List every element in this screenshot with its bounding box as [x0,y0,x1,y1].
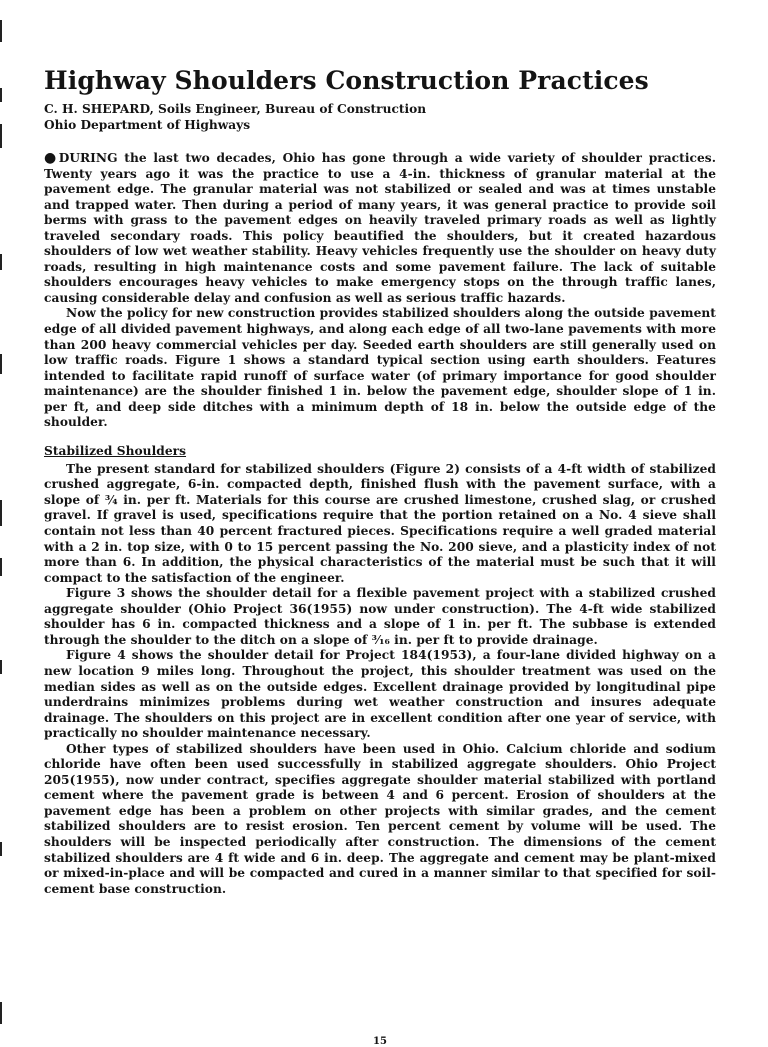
author-line: C. H. SHEPARD, Soils Engineer, Bureau of Construction [44,102,427,116]
article-title: Highway Shoulders Construction Practices [44,66,649,95]
section-paragraph: Figure 3 shows the shoulder detail for a flexible pavement project with a stabilized crushed aggregate shoulder (Ohio Project 36(1955) now under construction). The 4-ft wide stabilized shoulder has 6 in. compacted thickness and a slope of 1 in. per ft. The subbase is extended through the shoulder to the ditch on a slope of ³⁄₁₆ in. per ft to provide drainage. [44,586,716,647]
article-body [44,151,716,897]
page-number: 15 [373,1036,387,1047]
intro-text: DURING the last two decades, Ohio has gone through a wide variety of shoulder practices. Twenty years ago it was the practice to use a 4-in. thickness of granular material at the pavement edge. The granular material was not stabilized or sealed and was at times unstable and trapped water. Then during a period of many years, it was general practice to provide soil berms with grass to the pavement edges on heavily traveled primary roads as well as lightly traveled secondary roads. This policy beautified the shoulders, but it created hazardous shoulders of low wet weather stability. Heavy vehicles frequently use the shoulder on heavy duty roads, resulting in high maintenance costs and some pavement failure. The lack of suitable shoulders encourages heavy vehicles to make emergency stops on the through traffic lanes, causing considerable delay and confusion as well as serious traffic hazards. [44,151,716,305]
section-heading-stabilized-shoulders: Stabilized Shoulders [44,443,187,458]
scan-edge-marks [0,0,3,1024]
author-affiliation: Ohio Department of Highways [44,118,251,132]
section-paragraph: Figure 4 shows the shoulder detail for Project 184(1953), a four-lane divided highway on a new location 9 miles long. Throughout the project, this shoulder treatment was used on the median sides as well as on the outside edges. Excellent drainage provided by longitudinal pipe underdrains minimizes problems during wet weather construction and insures adequate drainage. The shoulders on this project are in excellent condition after one year of service, with practically no shoulder maintenance necessary. [44,648,716,741]
document-page [44,66,716,1047]
byline [44,101,716,133]
intro-paragraph [44,151,716,306]
policy-paragraph: Now the policy for new construction provides stabilized shoulders along the outside pavement edge of all divided pavement highways, and along each edge of all two-lane pavements with more than 200 heavy commercial vehicles per day. Seeded earth shoulders are still generally used on low traffic roads. Figure 1 shows a standard typical section using earth shoulders. Features intended to facilitate rapid runoff of surface water (of primary importance for good shoulder maintenance) are the shoulder finished 1 in. below the pavement edge, shoulder slope of 1 in. per ft, and deep side ditches with a minimum depth of 18 in. below the outside edge of the shoulder. [44,306,716,430]
bullet-icon: ● [44,150,59,166]
section-paragraph: Other types of stabilized shoulders have been used in Ohio. Calcium chloride and sodium chloride have often been used successfully in stabilized aggregate shoulders. Ohio Project 205(1955), now under contract, specifies aggregate shoulder material stabilized with portland cement where the pavement grade is between 4 and 6 percent. Erosion of shoulders at the pavement edge has been a problem on other projects with similar grades, and the cement stabilized shoulders are to resist erosion. Ten percent cement by volume will be used. The shoulders will be inspected periodically after construction. The dimensions of the cement stabilized shoulders are 4 ft wide and 6 in. deep. The aggregate and cement may be plant-mixed or mixed-in-place and will be compacted and cured in a manner similar to that specified for soil-cement base construction. [44,741,716,896]
section-paragraph: The present standard for stabilized shoulders (Figure 2) consists of a 4-ft width of stabilized crushed aggregate, 6-in. compacted depth, finished flush with the pavement surface, with a slope of ¾ in. per ft. Materials for this course are crushed limestone, crushed slag, or crushed gravel. If gravel is used, specifications require that the portion retained on a No. 4 sieve shall contain not less than 40 percent fractured pieces. Specifications require a well graded material with a 2 in. top size, with 0 to 15 percent passing the No. 200 sieve, and a plasticity index of not more than 6. In addition, the physical characteristics of the material must be such that it will compact to the satisfaction of the engineer. [44,461,716,585]
